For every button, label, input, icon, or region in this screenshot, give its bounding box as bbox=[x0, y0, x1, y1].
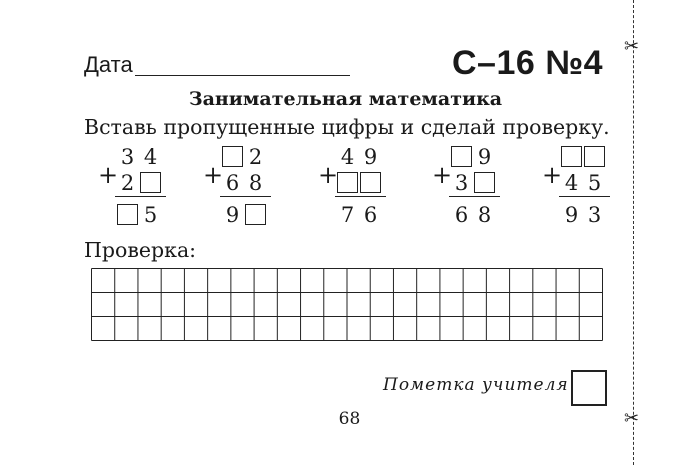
digit: 9 bbox=[564, 203, 579, 227]
missing-digit-box[interactable] bbox=[451, 146, 472, 167]
digit: 8 bbox=[248, 171, 263, 195]
addition-example bbox=[203, 145, 283, 240]
digit: 5 bbox=[587, 171, 602, 195]
digit: 6 bbox=[454, 203, 469, 227]
plus-sign: + bbox=[98, 161, 119, 189]
digit: 6 bbox=[225, 171, 240, 195]
instruction-text: Вставь пропущенные цифры и сделай проверку. bbox=[84, 115, 610, 139]
example-middle-row bbox=[222, 171, 266, 195]
digit: 9 bbox=[477, 145, 492, 169]
date-label: Дата bbox=[84, 52, 133, 77]
teacher-mark-label: Пометка учителя bbox=[383, 375, 569, 395]
addition-example bbox=[318, 145, 398, 240]
example-middle-row bbox=[337, 171, 381, 195]
example-top-row bbox=[337, 145, 381, 169]
example-top-row bbox=[561, 145, 605, 169]
digit: 3 bbox=[587, 203, 602, 227]
example-result-row bbox=[222, 203, 266, 227]
example-result-row bbox=[561, 203, 605, 227]
missing-digit-box[interactable] bbox=[245, 204, 266, 225]
scissors-icon: ✂ bbox=[624, 408, 640, 429]
missing-digit-box[interactable] bbox=[360, 172, 381, 193]
plus-sign: + bbox=[432, 161, 453, 189]
example-result-row bbox=[117, 203, 161, 227]
sum-line bbox=[335, 196, 386, 197]
addition-example bbox=[542, 145, 622, 240]
example-result-row bbox=[337, 203, 381, 227]
digit: 4 bbox=[143, 145, 158, 169]
check-grid[interactable] bbox=[91, 268, 603, 341]
sum-line bbox=[559, 196, 610, 197]
sum-line bbox=[449, 196, 500, 197]
example-result-row bbox=[451, 203, 495, 227]
digit: 3 bbox=[120, 145, 135, 169]
digit: 5 bbox=[143, 203, 158, 227]
plus-sign: + bbox=[203, 161, 224, 189]
page-number: 68 bbox=[338, 409, 361, 429]
missing-digit-box[interactable] bbox=[222, 146, 243, 167]
missing-digit-box[interactable] bbox=[561, 146, 582, 167]
check-label: Проверка: bbox=[84, 238, 197, 262]
digit: 7 bbox=[340, 203, 355, 227]
teacher-mark-box[interactable] bbox=[571, 370, 607, 406]
cut-line bbox=[633, 0, 634, 465]
sum-line bbox=[115, 196, 166, 197]
digit: 8 bbox=[477, 203, 492, 227]
worksheet-title-text: Занимательная математика bbox=[188, 88, 503, 110]
example-top-row bbox=[451, 145, 495, 169]
digit: 9 bbox=[363, 145, 378, 169]
missing-digit-box[interactable] bbox=[474, 172, 495, 193]
digit: 2 bbox=[120, 171, 135, 195]
worksheet-title bbox=[0, 88, 699, 110]
worksheet-code: С–16 №4 bbox=[452, 44, 604, 82]
missing-digit-box[interactable] bbox=[337, 172, 358, 193]
example-middle-row bbox=[561, 171, 605, 195]
digit: 6 bbox=[363, 203, 378, 227]
addition-example bbox=[432, 145, 512, 240]
example-top-row bbox=[117, 145, 161, 169]
scissors-icon: ✂ bbox=[624, 36, 640, 57]
plus-sign: + bbox=[318, 161, 339, 189]
missing-digit-box[interactable] bbox=[140, 172, 161, 193]
digit: 4 bbox=[340, 145, 355, 169]
digit: 3 bbox=[454, 171, 469, 195]
example-top-row bbox=[222, 145, 266, 169]
sum-line bbox=[220, 196, 271, 197]
missing-digit-box[interactable] bbox=[117, 204, 138, 225]
date-field[interactable] bbox=[135, 75, 350, 76]
missing-digit-box[interactable] bbox=[584, 146, 605, 167]
digit: 4 bbox=[564, 171, 579, 195]
digit: 2 bbox=[248, 145, 263, 169]
plus-sign: + bbox=[542, 161, 563, 189]
addition-example bbox=[98, 145, 178, 240]
digit: 9 bbox=[225, 203, 240, 227]
example-middle-row bbox=[117, 171, 161, 195]
example-middle-row bbox=[451, 171, 495, 195]
